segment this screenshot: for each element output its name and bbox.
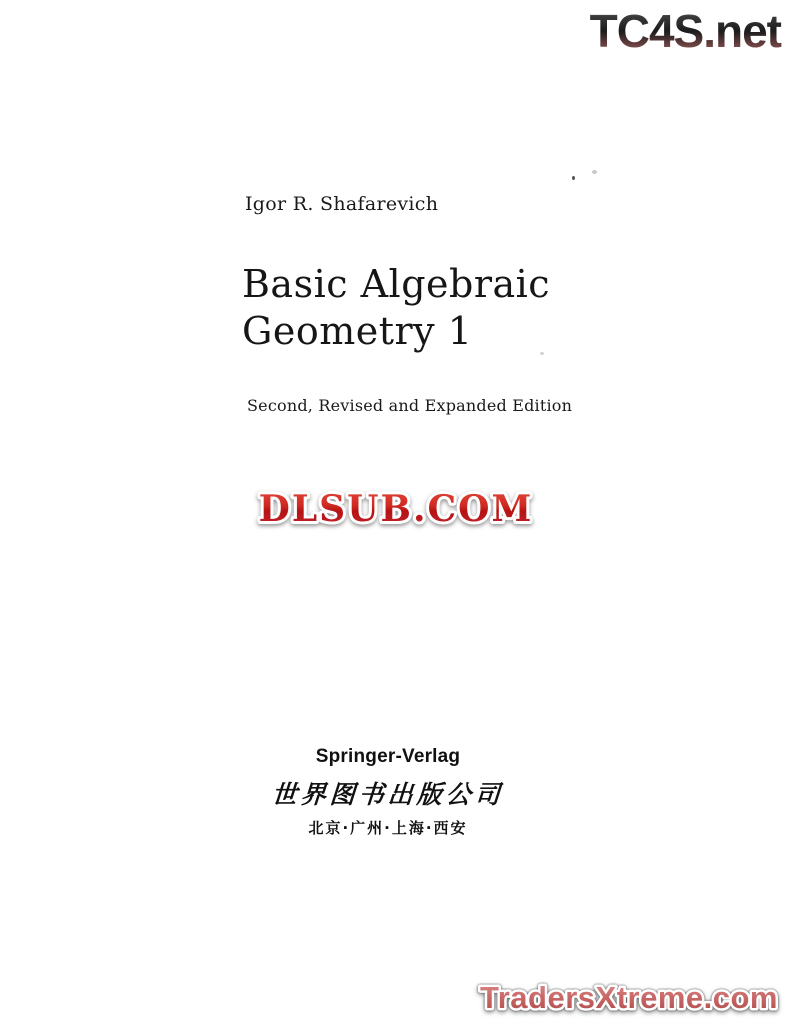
book-title-line1: Basic Algebraic [242,262,551,306]
publisher-block [268,746,508,838]
book-title-line2: Geometry 1 [242,309,473,353]
watermark-traders [468,976,790,1020]
publisher-name: Springer-Verlag [315,746,461,767]
book-edition: Second, Revised and Expanded Edition [247,396,573,415]
watermark-traders-text: TradersXtreme.com [480,980,778,1015]
publisher-chinese-name: 世界图书出版公司 [270,780,505,809]
scan-speck [592,170,597,174]
scan-speck [572,176,575,180]
watermark-tc4s [555,2,787,60]
watermark-dlsub-text: DLSUB.COM [258,488,534,530]
book-title [242,261,550,355]
watermark-tc4s-text: TC4S.net [589,5,781,57]
publisher-cities: 北京·广州·上海·西安 [308,819,468,837]
book-author: Igor R. Shafarevich [245,193,439,215]
watermark-dlsub [248,481,544,537]
